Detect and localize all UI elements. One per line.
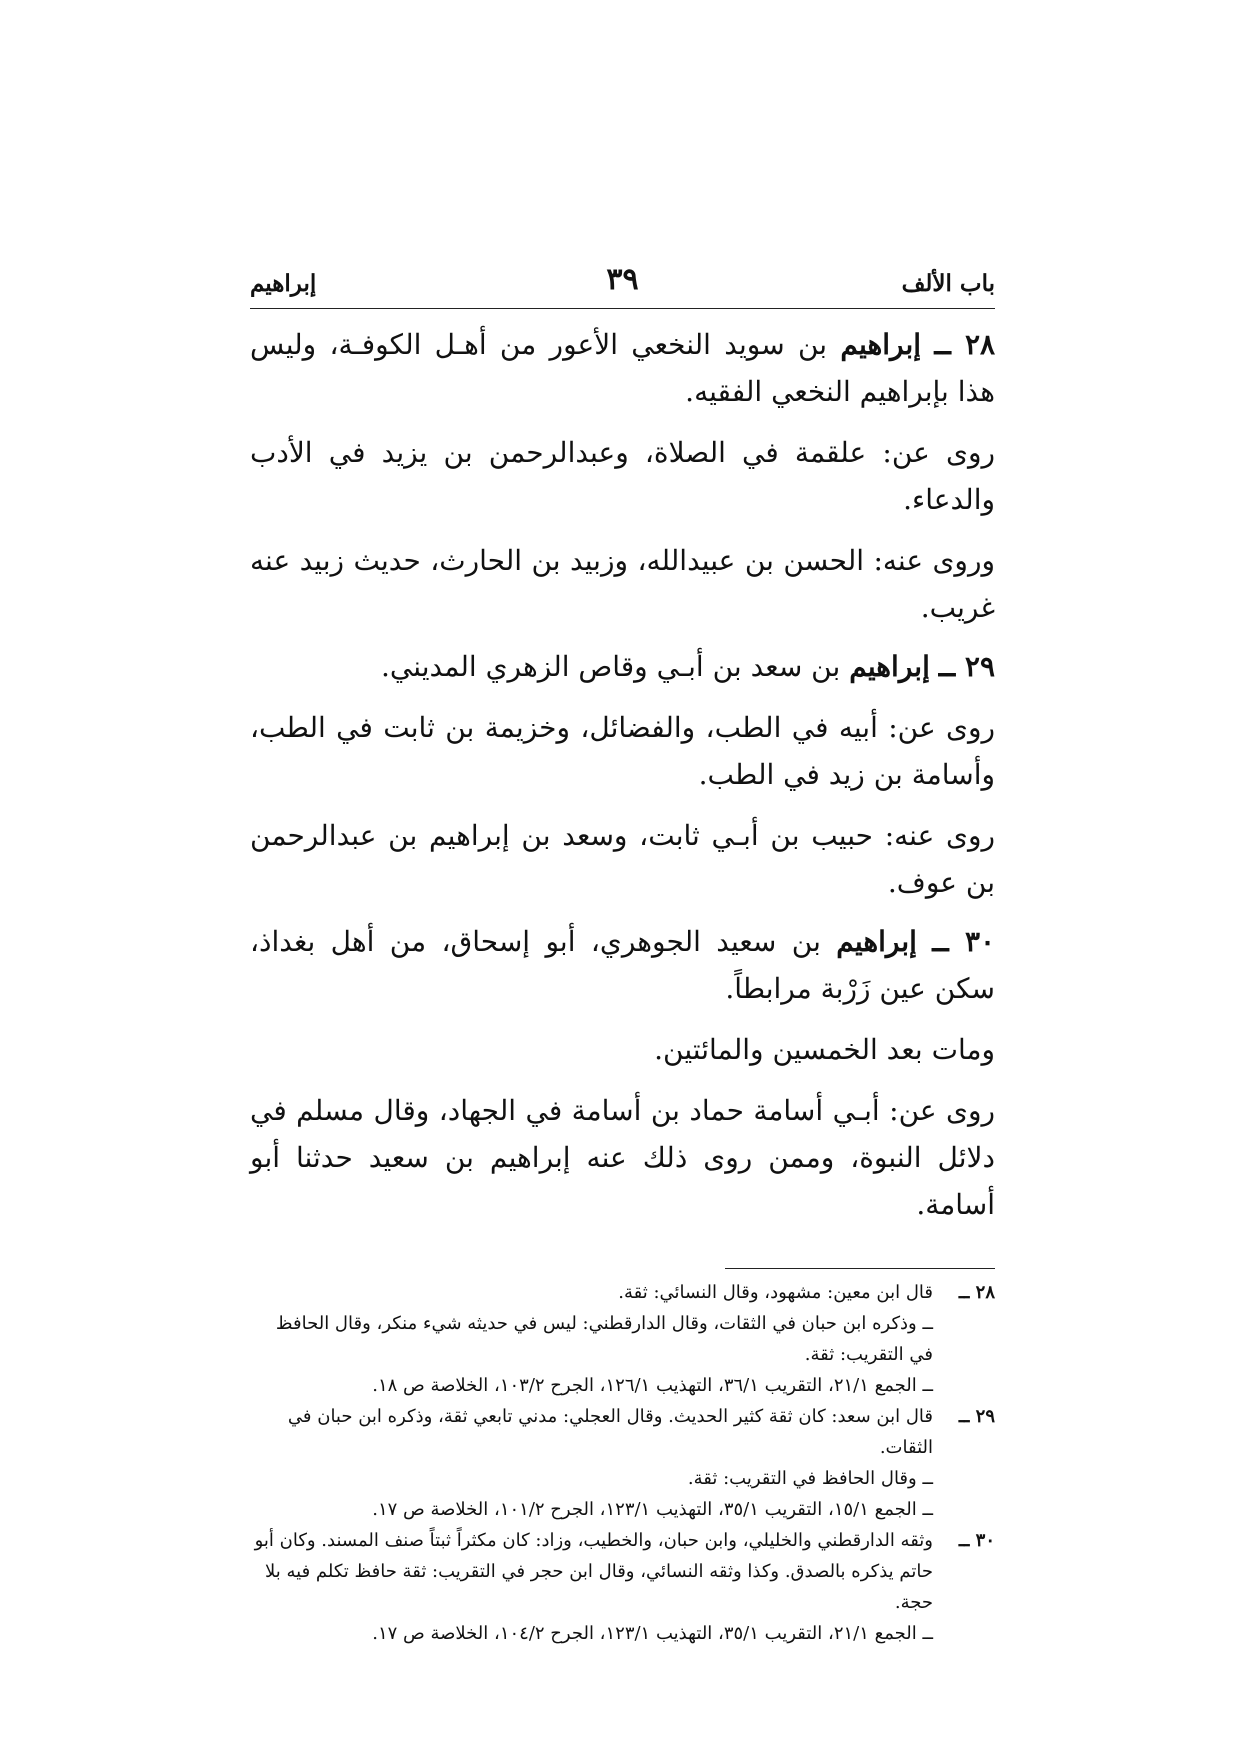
entry-heading bbox=[250, 321, 995, 415]
footnote-line: ــ الجمع ٢١/١، التقريب ٣٦/١، التهذيب ١٢٦/١، الجرح ١٠٣/٢، الخلاصة ص ١٨. bbox=[372, 1375, 933, 1396]
entry-heading bbox=[250, 918, 995, 1012]
entry-name: إبراهيم bbox=[836, 925, 917, 958]
book-page bbox=[250, 262, 995, 1649]
footnote-line: ــ وقال الحافظ في التقريب: ثقة. bbox=[687, 1468, 933, 1489]
entry-heading bbox=[250, 643, 995, 690]
footnote-number: ٢٨ ــ bbox=[958, 1282, 995, 1303]
footnote-line: ــ وذكره ابن حبان في الثقات، وقال الدارقطني: ليس في حديثه شيء منكر، وقال الحافظ في التقريب: ثقة. bbox=[275, 1313, 933, 1365]
section-title: باب الألف bbox=[901, 270, 995, 297]
entry-name: إبراهيم bbox=[840, 328, 922, 361]
footnote-item bbox=[250, 1277, 995, 1401]
footnote-line: ــ الجمع ١٥/١، التقريب ٣٥/١، التهذيب ١٢٣/١، الجرح ١٠١/٢، الخلاصة ص ١٧. bbox=[372, 1499, 933, 1520]
footnote-number: ٣٠ ــ bbox=[958, 1530, 995, 1551]
narrated-from: روى عن: علقمة في الصلاة، وعبدالرحمن بن يزيد في الأدب والدعاء. bbox=[250, 436, 995, 516]
footnote-item bbox=[250, 1525, 995, 1649]
footnotes bbox=[250, 1277, 995, 1649]
footnote-divider bbox=[725, 1268, 995, 1269]
narrated-by: وروى عنه: الحسن بن عبيدالله، وزبيد بن الحارث، حديث زبيد عنه غريب. bbox=[250, 544, 995, 624]
footnote-line: وثقه الدارقطني والخليلي، وابن حبان، والخطيب، وزاد: كان مكثراً ثبتاً صنف المسند. وكان أبو حاتم يذكره بالصدق. وكذا وثقه النسائي، وقال ابن حجر في التقريب: ثقة حافظ تكلم فيه بلا حجة. bbox=[254, 1530, 933, 1613]
entry-description: بن سويد النخعي الأعور من أهـل الكوفـة، وليس هذا بإبراهيم النخعي الفقيه. bbox=[250, 328, 995, 408]
narrated-by: روى عنه: حبيب بن أبـي ثابت، وسعد بن إبراهيم بن عبدالرحمن بن عوف. bbox=[250, 819, 995, 899]
entry-description: بن سعيد الجوهري، أبو إسحاق، من أهل بغداذ، سكن عين زَرْبة مرابطاً. bbox=[250, 925, 995, 1005]
footnote-line: قال ابن معين: مشهود، وقال النسائي: ثقة. bbox=[618, 1282, 933, 1303]
main-text bbox=[250, 321, 995, 1228]
running-head bbox=[250, 262, 995, 309]
narrated-from: روى عن: أبـي أسامة حماد بن أسامة في الجهاد، وقال مسلم في دلائل النبوة، وممن روى ذلك عنه إبراهيم بن سعيد حدثنا أبو أسامة. bbox=[250, 1094, 995, 1221]
entry-name: إبراهيم bbox=[849, 650, 930, 683]
running-entry-name: إبراهيم bbox=[250, 270, 317, 297]
footnote-line: ــ الجمع ٢١/١، التقريب ٣٥/١، التهذيب ١٢٣/١، الجرح ١٠٤/٢، الخلاصة ص ١٧. bbox=[372, 1623, 933, 1644]
footnote-line: قال ابن سعد: كان ثقة كثير الحديث. وقال العجلي: مدني تابعي ثقة، وذكره ابن حبان في الثقات. bbox=[287, 1406, 933, 1458]
entry-number: ٢٩ ــ bbox=[938, 650, 995, 683]
death-note: ومات بعد الخمسين والمائتين. bbox=[654, 1033, 995, 1066]
footnote-item bbox=[250, 1401, 995, 1525]
entry-number: ٢٨ ــ bbox=[934, 328, 996, 361]
footnote-number: ٢٩ ــ bbox=[958, 1406, 995, 1427]
page-number: ٣٩ bbox=[606, 262, 639, 297]
entry-description: بن سعد بن أبـي وقاص الزهري المديني. bbox=[381, 650, 841, 683]
entry-number: ٣٠ ــ bbox=[932, 925, 996, 958]
narrated-from: روى عن: أبيه في الطب، والفضائل، وخزيمة بن ثابت في الطب، وأسامة بن زيد في الطب. bbox=[250, 711, 995, 791]
